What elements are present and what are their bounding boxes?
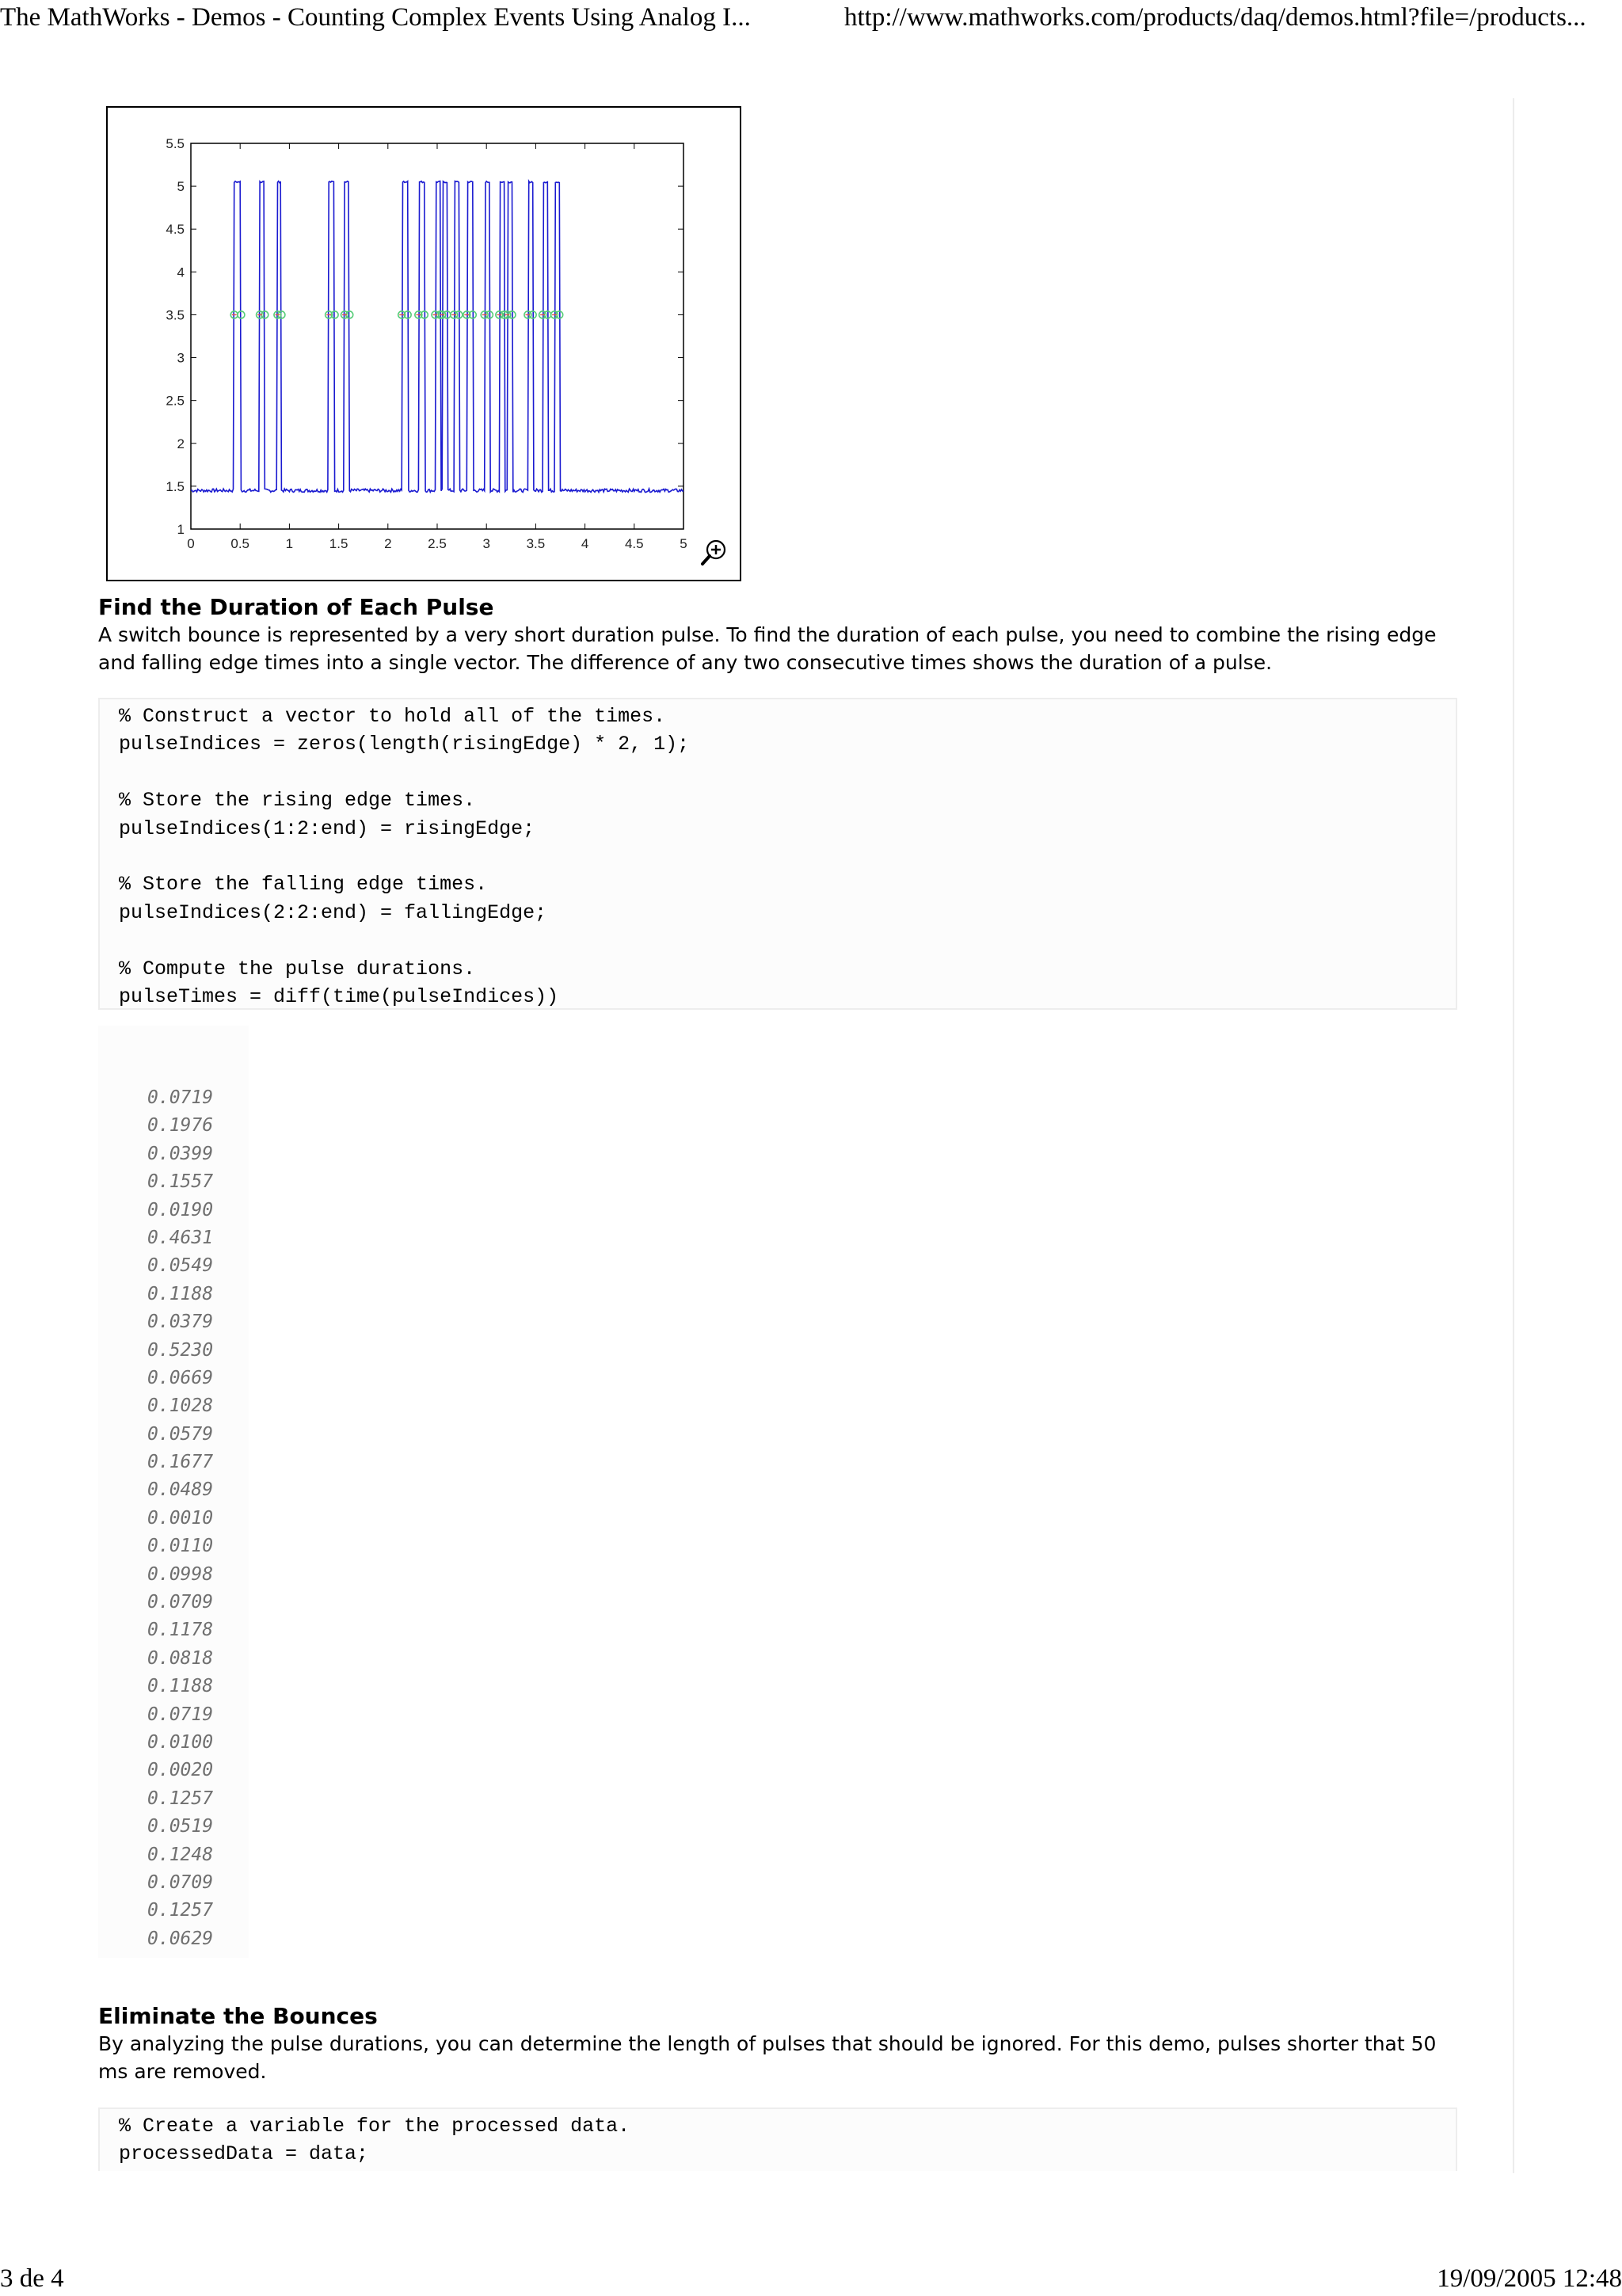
output-value: 0.0399 [147,1143,214,1164]
output-value: 0.1178 [147,1620,214,1641]
output-value: 0.0818 [147,1647,214,1669]
x-tick-label: 4.5 [624,536,644,551]
code2-line: processedData = data; [119,2142,369,2166]
x-tick-label: 5 [680,536,687,551]
y-tick-label: 3.5 [166,307,185,323]
section-text-eliminate-bounces: By analyzing the pulse durations, you can determine the length of pulses that should be ignored. For this demo, pulses shorter that 50 ms are removed. [98,2032,1437,2083]
output-values-list [147,1084,213,1953]
code1-line: % Store the rising edge times. [119,789,476,813]
print-header-url: http://www.mathworks.com/products/daq/demos.html?file=/products... [844,3,1586,32]
code1-line: pulseTimes = diff(time(pulseIndices)) [119,984,559,1008]
output-value: 0.0709 [147,1592,214,1613]
pulse-plot-figure [106,106,741,581]
pulse-plot-svg [108,108,740,580]
y-tick-label: 2 [177,436,185,451]
output-value: 0.1557 [147,1171,214,1193]
x-tick-label: 2.5 [428,536,447,551]
output-value: 0.0379 [147,1312,214,1333]
code1-line: pulseIndices = zeros(length(risingEdge) * 2, 1); [119,733,690,756]
print-footer-page: 3 de 4 [0,2264,64,2293]
code-block-processed-data [98,2108,1457,2171]
code1-line: % Store the falling edge times. [119,873,488,897]
y-tick-label: 4.5 [166,222,185,238]
output-value: 0.1188 [147,1283,214,1304]
output-value: 0.0549 [147,1255,214,1277]
output-value: 0.1248 [147,1844,214,1865]
output-value: 0.0519 [147,1816,214,1837]
x-tick-label: 0.5 [230,536,250,551]
output-value: 0.4631 [147,1227,214,1248]
y-tick-label: 1 [177,522,185,537]
x-tick-label: 0 [187,536,195,551]
y-tick-label: 1.5 [166,478,185,494]
output-value: 0.0100 [147,1731,214,1753]
x-tick-label: 1 [285,536,294,551]
section-text-pulse-duration: A switch bounce is represented by a very short duration pulse. To find the duration of each pulse, you need to combine the rising edge and falling edge times into a single vector. The difference of any two consecutive times shows the duration of a pulse. [98,623,1437,674]
output-value: 0.0719 [147,1087,214,1108]
output-value: 0.1188 [147,1676,214,1697]
output-value: 0.0629 [147,1928,214,1949]
code2-line: % Create a variable for the processed data. [119,2115,630,2138]
output-value: 0.0669 [147,1367,214,1388]
output-value: 0.1257 [147,1788,214,1809]
code1-line: % Compute the pulse durations. [119,957,476,980]
x-tick-label: 3 [482,536,490,551]
x-tick-label: 2 [384,536,392,551]
code1-line: pulseIndices(1:2:end) = risingEdge; [119,817,535,840]
output-value: 0.0719 [147,1704,214,1725]
output-value: 0.0998 [147,1563,214,1585]
output-value: 0.0190 [147,1199,214,1220]
x-tick-label: 1.5 [329,536,348,551]
output-value: 0.1976 [147,1115,214,1137]
x-tick-label: 3.5 [526,536,546,551]
output-value: 0.0489 [147,1479,214,1501]
print-header-title: The MathWorks - Demos - Counting Complex Events Using Analog I... [0,3,751,32]
output-value: 0.0020 [147,1760,214,1781]
x-tick-label: 4 [581,536,589,551]
output-value: 0.1028 [147,1395,214,1417]
zoom-in-icon[interactable] [702,541,725,564]
code1-line: pulseIndices(2:2:end) = fallingEdge; [119,901,547,924]
code1-line [119,759,1456,786]
code1-line [119,843,1456,870]
output-value: 0.1257 [147,1900,214,1921]
y-tick-label: 5.5 [166,136,185,151]
code-block-pulse-durations [98,698,1457,1010]
page-right-border [1513,98,1514,2173]
print-footer-datetime: 19/09/2005 12:48 [1437,2264,1622,2293]
y-tick-label: 2.5 [166,393,185,409]
section-heading-pulse-duration: Find the Duration of Each Pulse [98,594,494,620]
output-value: 0.0010 [147,1507,214,1529]
y-tick-label: 5 [177,179,185,195]
y-tick-label: 4 [177,265,185,280]
output-value: 0.1677 [147,1452,214,1473]
output-value: 0.0110 [147,1536,214,1557]
code1-line: % Construct a vector to hold all of the times. [119,705,666,728]
output-value: 0.0709 [147,1871,214,1893]
code1-line [119,927,1456,954]
output-value: 0.0579 [147,1423,214,1445]
section-heading-eliminate-bounces: Eliminate the Bounces [98,2003,378,2029]
y-tick-label: 3 [177,350,185,366]
output-value: 0.5230 [147,1339,214,1361]
